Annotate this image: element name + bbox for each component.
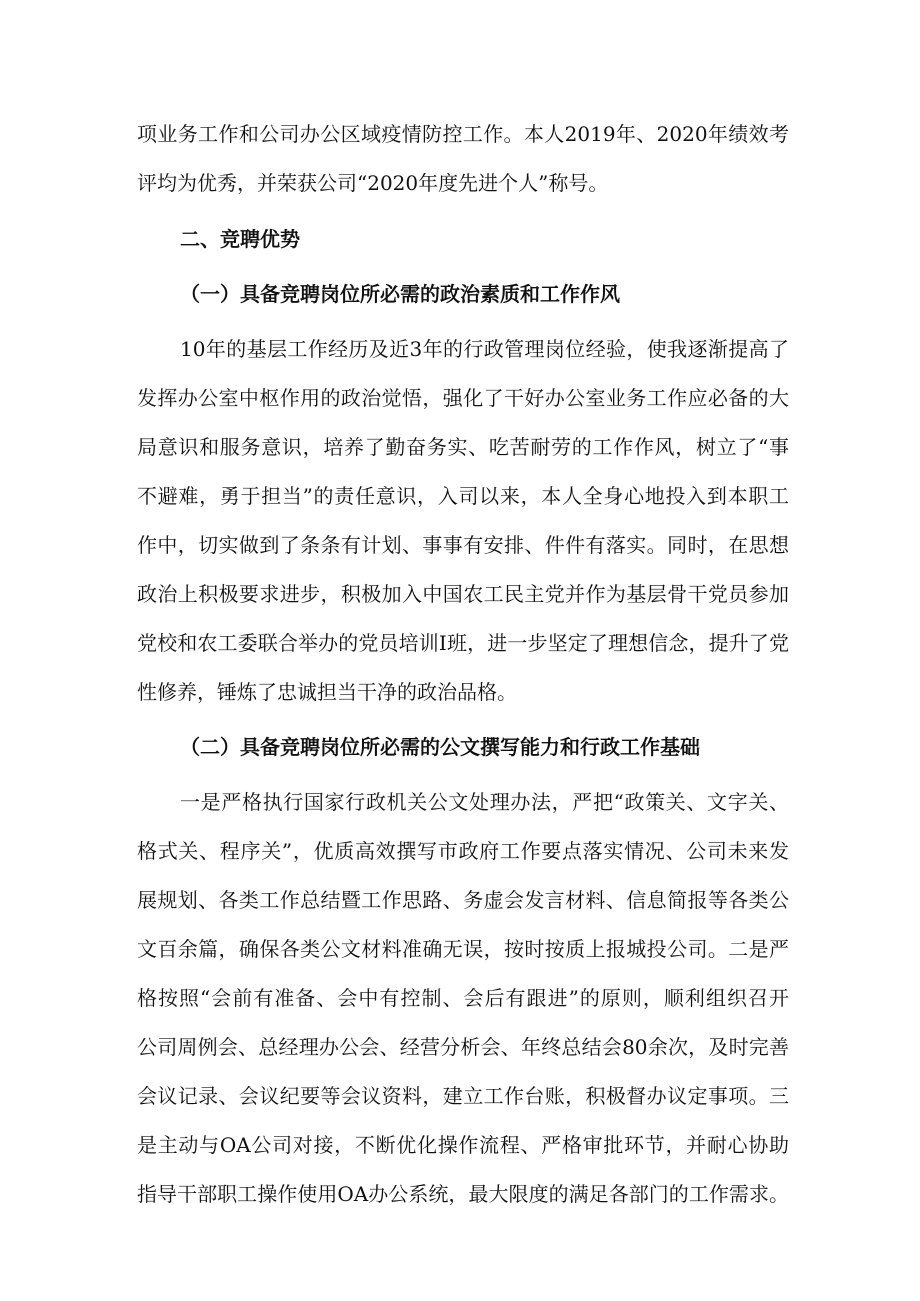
- sub1-line-7: 党校和农工委联合举办的党员培训I班，进一步坚定了理想信念，提升了党: [137, 631, 789, 655]
- sub2-line-9: 指导干部职工操作使用OA办公系统，最大限度的满足各部门的工作需求。: [137, 1182, 789, 1206]
- sub1-line-4: 不避难，勇于担当”的责任意识，入司以来，本人全身心地投入到本职工: [137, 484, 789, 508]
- sub1-line-5: 作中，切实做到了条条有计划、事事有安排、件件有落实。同时，在思想: [137, 533, 789, 557]
- sub2-line-7: 会议记录、会议纪要等会议资料，建立工作台账，积极督办议定事项。三: [137, 1084, 789, 1108]
- sub1-line-8: 性修养，锤炼了忠诚担当干净的政治品格。: [137, 680, 517, 704]
- intro-line-1: 项业务工作和公司办公区域疫情防控工作。本人2019年、2020年绩效考: [137, 122, 789, 146]
- sub2-line-3: 展规划、各类工作总结暨工作思路、务虚会发言材料、信息简报等各类公: [137, 888, 789, 912]
- sub1-line-1: 10年的基层工作经历及近3年的行政管理岗位经验，使我逐渐提高了: [180, 337, 789, 361]
- sub1-line-6: 政治上积极要求进步，积极加入中国农工民主党并作为基层骨干党员参加: [137, 582, 789, 606]
- sub2-line-5: 格按照“会前有准备、会中有控制、会后有跟进”的原则，顺利组织召开: [137, 986, 789, 1010]
- sub2-line-6: 公司周例会、总经理办公会、经营分析会、年终总结会80余次，及时完善: [137, 1035, 789, 1059]
- subsection-2-heading: （二）具备竞聘岗位所必需的公文撰写能力和行政工作基础: [180, 735, 700, 759]
- sub2-line-8: 是主动与OA公司对接，不断优化操作流程、严格审批环节，并耐心协助: [137, 1133, 789, 1157]
- intro-line-2: 评均为优秀，并荣获公司“2020年度先进个人”称号。: [137, 171, 609, 195]
- sub2-line-4: 文百余篇，确保各类公文材料准确无误，按时按质上报城投公司。二是严: [137, 937, 789, 961]
- sub2-line-1: 一是严格执行国家行政机关公文处理办法，严把“政策关、文字关、: [180, 790, 789, 814]
- sub1-line-2: 发挥办公室中枢作用的政治觉悟，强化了干好办公室业务工作应必备的大: [137, 386, 789, 410]
- section-heading: 二、竞聘优势: [180, 227, 300, 251]
- sub2-line-2: 格式关、程序关”，优质高效撰写市政府工作要点落实情况、公司未来发: [137, 839, 789, 863]
- sub1-line-3: 局意识和服务意识，培养了勤奋务实、吃苦耐劳的工作作风，树立了“事: [137, 435, 789, 459]
- subsection-1-heading: （一）具备竞聘岗位所必需的政治素质和工作作风: [180, 282, 620, 306]
